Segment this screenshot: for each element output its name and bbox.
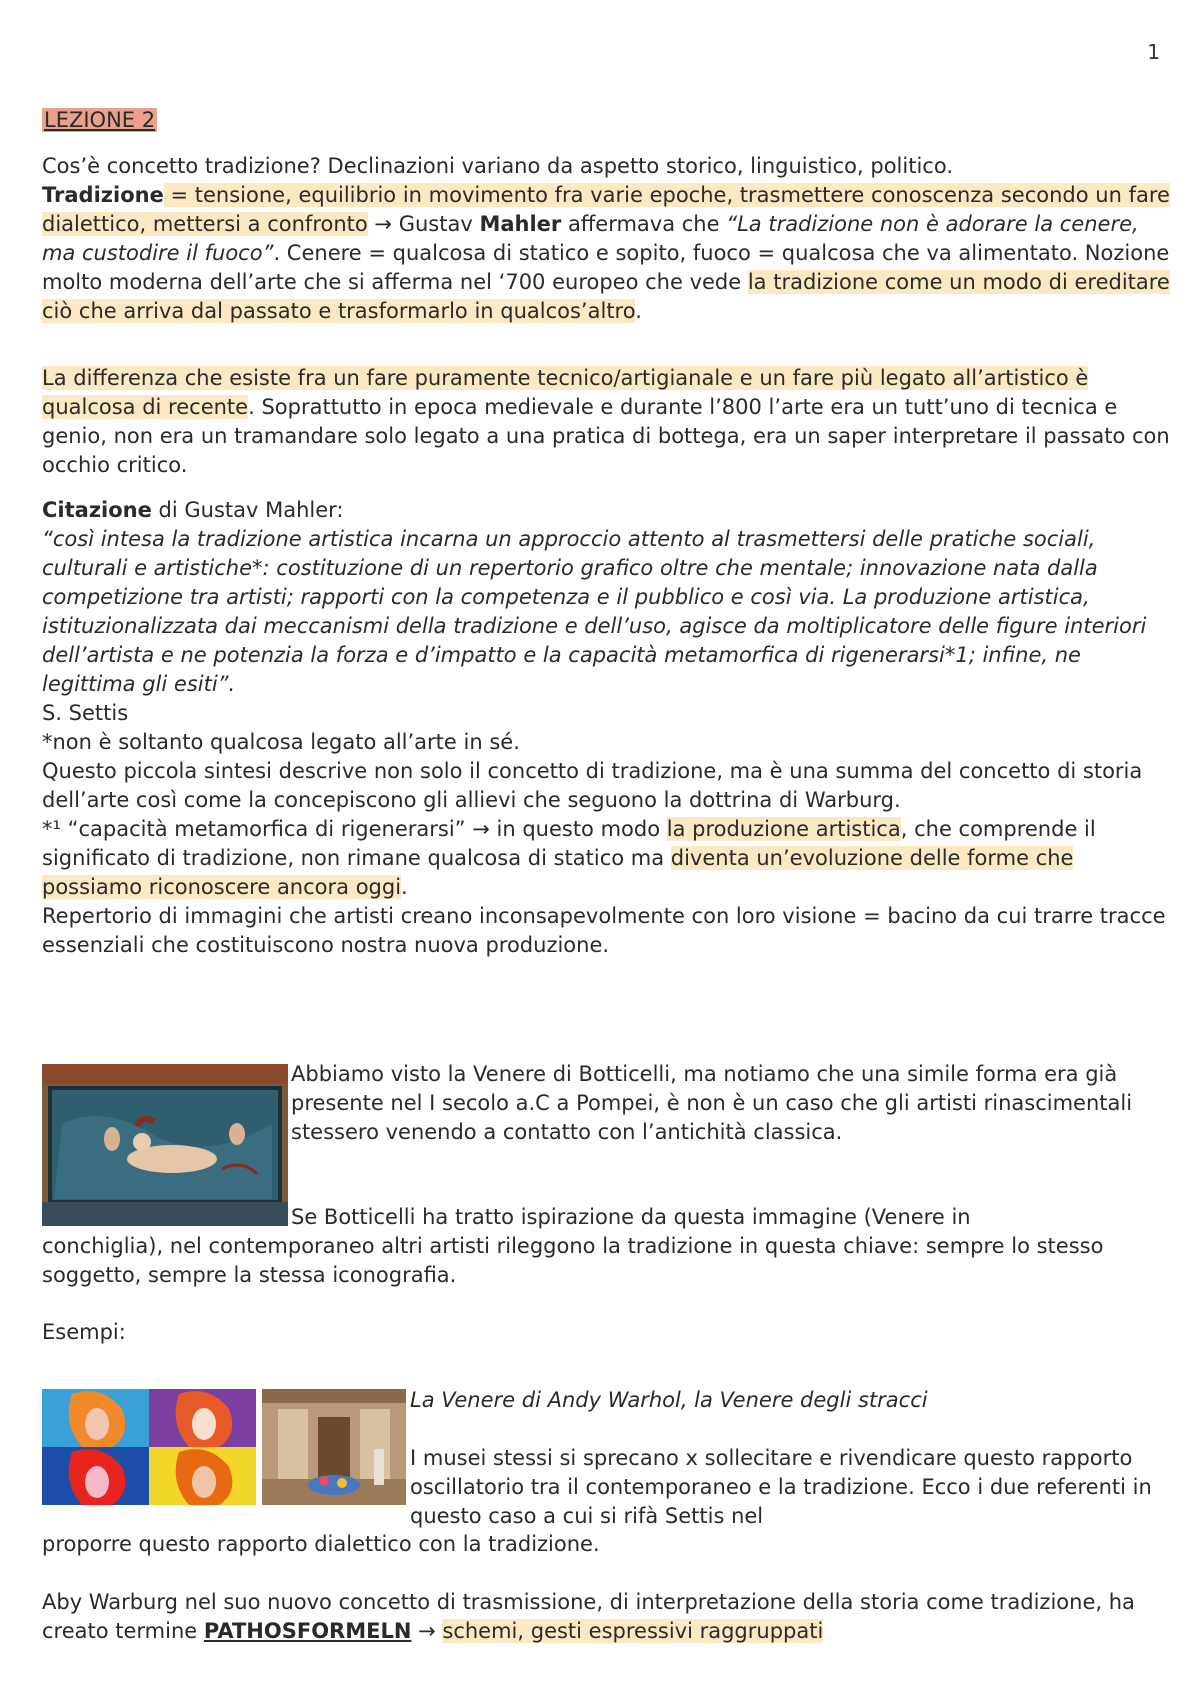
musei-end-line: [42, 1530, 1172, 1559]
warhol-caption: La Venere di Andy Warhol, la Venere degli stracci: [410, 1388, 928, 1412]
name-mahler: Mahler: [479, 212, 562, 236]
musei-text: I musei stessi si sprecano x sollecitare e rivendicare questo rapporto oscillatorio tra il contemporaneo e la tradizione. Ecco i due referenti in questo caso a cui si rifà Settis nel: [410, 1446, 1152, 1528]
venere-stracci-image: [262, 1389, 406, 1505]
footnote-2-start: *¹ “capacità metamorfica di rigenerarsi” → in questo modo: [42, 817, 667, 841]
highlight-differenza: La differenza che esiste fra un fare puramente tecnico/artigianale e un fare più legato all’artistico è qualcosa di recente: [42, 366, 1089, 419]
highlight-definition: = tensione, equilibrio in movimento fra varie epoche, trasmettere conoscenza secondo un fare dialettico, mettersi a confronto: [42, 183, 1170, 236]
intro-question: Cos’è concetto tradizione? Declinazioni variano da aspetto storico, linguistico, politico.: [42, 154, 953, 178]
conchiglia-text: conchiglia), nel contemporaneo altri artisti rileggono la tradizione in questa chiave: sempre lo stesso soggetto, sempre la stessa iconografia.: [42, 1234, 1104, 1287]
arrow-text-2: →: [411, 1619, 443, 1643]
footnote-1: *non è soltanto qualcosa legato all’arte in sé.: [42, 730, 520, 754]
paragraph-botticelli-rest: [42, 1232, 1172, 1290]
botticelli-text: Se Botticelli ha tratto ispirazione da questa immagine (Venere in: [291, 1205, 971, 1229]
term-tradizione: Tradizione: [42, 183, 164, 207]
highlight-tradizione-ereditare: la tradizione come un modo di ereditare ciò che arriva dal passato e trasformarlo in qualcos’altro: [42, 270, 1170, 323]
summary-text: Questo piccola sintesi descrive non solo il concetto di tradizione, ma è una summa del concetto di storia dell’arte così come la concepiscono gli allievi che seguono la dottrina di Warburg.: [42, 759, 1143, 812]
highlight-schemi: schemi, gesti espressivi raggruppati: [442, 1619, 824, 1643]
quote-author: S. Settis: [42, 701, 129, 725]
footnote-2-mid: , che comprende il significato di tradizione, non rimane qualcosa di statico ma: [42, 817, 1096, 870]
warhol-venus-image: [42, 1389, 256, 1505]
paragraph-venere-pompei: [291, 1060, 1171, 1147]
paragraph-differenza: [42, 364, 1172, 480]
pompeii-venus-fresco-image: [42, 1064, 288, 1226]
footnote-2-end: .: [401, 875, 408, 899]
page-number: 1: [1147, 40, 1160, 64]
repertorio-text: Repertorio di immagini che artisti creano inconsapevolmente con loro visione = bacino da cui trarre tracce essenziali che costituiscono nostra nuova produzione.: [42, 904, 1166, 957]
venere-pompei-text: Abbiamo visto la Venere di Botticelli, ma notiamo che una simile forma era già presente nel I secolo a.C a Pompei, è non è un caso che gli artisti rinascimentali stessero venendo a contatto con l’antichità classica.: [291, 1062, 1133, 1144]
settis-quote: “così intesa la tradizione artistica incarna un approccio attento al trasmettersi delle pratiche sociali, culturali e artistiche*: costituzione di un repertorio grafico oltre che mentale; innovazione nata dalla competizione tra artisti; rapporti con la competenza e il pubblico e così via. La produzione artistica, istituzionalizzata dai meccanismi della tradizione e dell’uso, agisce da moltiplicatore delle figure interiori dell’artista e ne potenzia la forza e d’impatto e la capacità metamorfica di rigenerarsi*1; infine, ne legittima gli esiti”.: [42, 527, 1147, 696]
warburg-text: Aby Warburg nel suo nuovo concetto di trasmissione, di interpretazione della storia come tradizione, ha creato termine: [42, 1590, 1135, 1643]
lesson-title: LEZIONE 2: [44, 108, 156, 132]
citazione-source: di Gustav Mahler:: [151, 498, 344, 522]
differenza-rest: . Soprattutto in epoca medievale e durante l’800 l’arte era un tutt’uno di tecnica e genio, non era un tramandare solo legato a una pratica di bottega, era un saper interpretare il passato con occhio critico.: [42, 395, 1170, 477]
highlight-produzione: la produzione artistica: [666, 817, 901, 841]
mahler-quote: “La tradizione non è adorare la cenere, ma custodire il fuoco”: [42, 212, 1139, 265]
period: .: [635, 299, 642, 323]
paragraph-tradizione: [42, 152, 1172, 326]
paragraph-citazione: [42, 496, 1172, 960]
term-citazione: Citazione: [42, 498, 152, 522]
paragraph-warburg: [42, 1588, 1172, 1646]
cenere-text: . Cenere = qualcosa di statico e sopito, fuoco = qualcosa che va alimentato. Nozione molto moderna dell’arte che si afferma nel ‘700 europeo che vede: [42, 241, 1170, 294]
paragraph-esempi: [410, 1386, 1170, 1531]
term-pathosformeln: PATHOSFORMELN: [203, 1619, 412, 1643]
musei-end-text: proporre questo rapporto dialettico con la tradizione.: [42, 1532, 600, 1556]
arrow-text: → Gustav: [367, 212, 480, 236]
affermava-text: affermava che: [561, 212, 727, 236]
botticelli-line: [291, 1203, 1171, 1232]
highlight-evoluzione: diventa un’evoluzione delle forme che possiamo riconoscere ancora oggi: [42, 846, 1074, 899]
esempi-label: Esempi:: [42, 1320, 126, 1344]
